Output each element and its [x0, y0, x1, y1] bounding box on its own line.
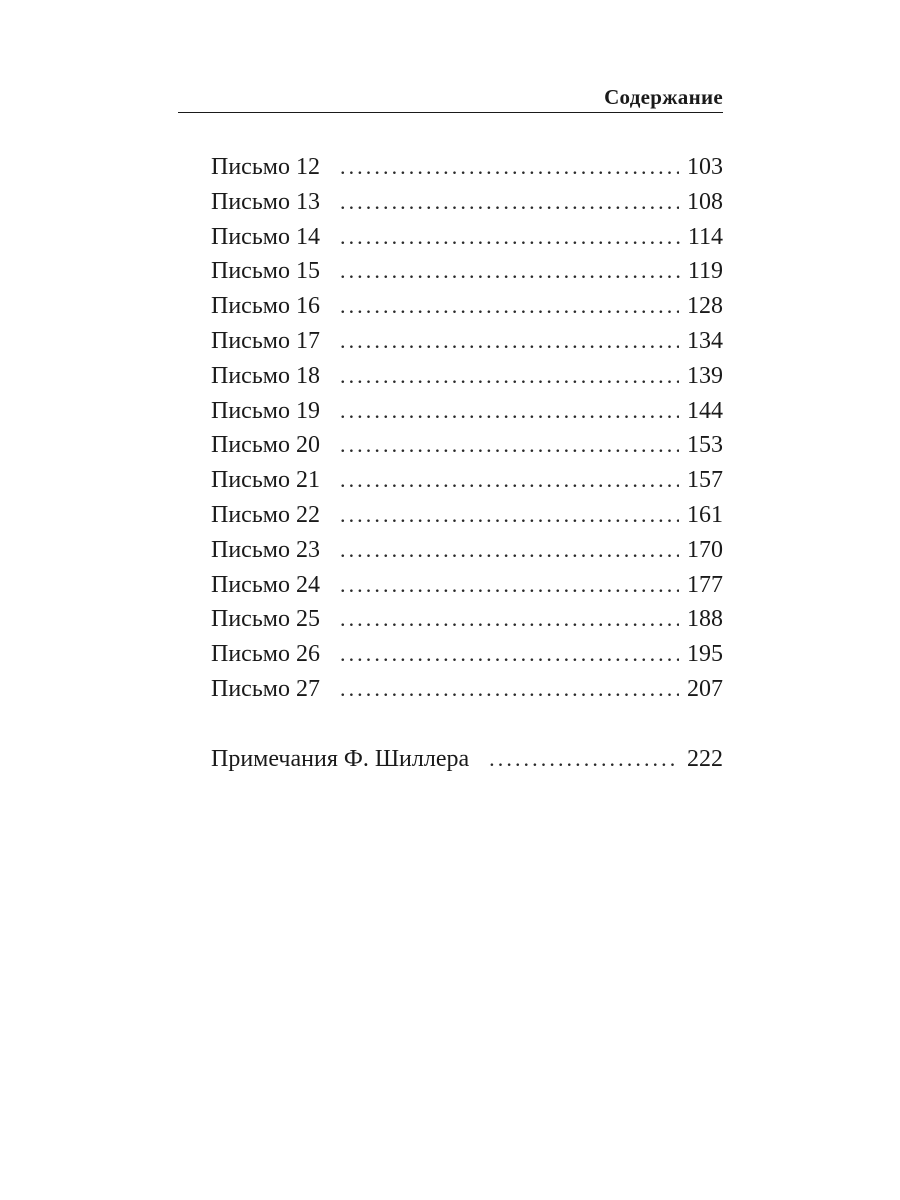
dot-leader — [340, 498, 679, 533]
toc-entry-label: Письмо 20 — [211, 432, 320, 459]
toc-entry[interactable] — [211, 220, 723, 255]
toc-entry-label: Письмо 22 — [211, 501, 320, 528]
toc-entry[interactable] — [211, 533, 723, 568]
toc-entry[interactable] — [211, 254, 723, 289]
toc-entry-page: 195 — [687, 641, 723, 668]
toc-entry[interactable] — [211, 672, 723, 707]
dot-leader — [340, 359, 679, 394]
toc-entry-page: 103 — [687, 154, 723, 180]
dot-leader — [340, 324, 679, 359]
toc-entry[interactable] — [211, 498, 723, 533]
running-head-title: Содержание — [604, 85, 723, 109]
toc-entry[interactable] — [211, 568, 723, 603]
toc-entry-page: 144 — [687, 397, 723, 424]
dot-leader — [340, 637, 679, 672]
toc-entry-label: Письмо 17 — [211, 327, 320, 354]
toc-entry-label: Письмо 13 — [211, 188, 320, 215]
toc-entry[interactable] — [211, 359, 723, 394]
toc-entry-page: 139 — [687, 362, 723, 389]
toc-entry-page: 188 — [687, 606, 723, 633]
toc-entry-page: 157 — [687, 467, 723, 494]
toc-entry-page: 177 — [687, 571, 723, 598]
dot-leader — [489, 742, 679, 777]
toc-entry-label: Письмо 19 — [211, 397, 320, 424]
toc-entry-page: 161 — [687, 501, 723, 528]
dot-leader — [340, 289, 679, 324]
toc-entry-page: 170 — [687, 536, 723, 563]
toc-entry-label: Письмо 27 — [211, 675, 320, 702]
toc-entry-label: Примечания Ф. Шиллера — [211, 746, 470, 772]
toc-entry-label: Письмо 18 — [211, 362, 320, 389]
table-of-contents — [211, 150, 723, 707]
toc-entry[interactable] — [211, 150, 723, 185]
toc-entry-page: 134 — [687, 327, 723, 354]
dot-leader — [340, 463, 679, 498]
toc-entry-page: 222 — [687, 746, 723, 772]
dot-leader — [340, 602, 679, 637]
dot-leader — [340, 568, 679, 603]
toc-entry-page: 114 — [687, 223, 723, 250]
toc-entry-label: Письмо 16 — [211, 293, 320, 320]
toc-entry-label: Письмо 21 — [211, 467, 320, 494]
toc-entry-page: 108 — [687, 188, 723, 215]
dot-leader — [340, 150, 679, 185]
toc-entry-label: Письмо 26 — [211, 641, 320, 668]
toc-entry-notes[interactable] — [211, 742, 723, 777]
toc-entry-label: Письмо 23 — [211, 536, 320, 563]
dot-leader — [340, 254, 680, 289]
dot-leader — [340, 672, 679, 707]
toc-entry-label: Письмо 15 — [211, 258, 320, 285]
dot-leader — [340, 428, 679, 463]
toc-entry[interactable] — [211, 394, 723, 429]
toc-entry[interactable] — [211, 463, 723, 498]
toc-entry-page: 119 — [687, 258, 723, 285]
toc-entry-page: 153 — [687, 432, 723, 459]
toc-entry[interactable] — [211, 324, 723, 359]
running-head — [178, 84, 723, 113]
dot-leader — [340, 533, 679, 568]
toc-entry[interactable] — [211, 637, 723, 672]
dot-leader — [340, 220, 680, 255]
toc-entry-label: Письмо 12 — [211, 154, 320, 180]
dot-leader — [340, 394, 679, 429]
toc-entry-label: Письмо 25 — [211, 606, 320, 633]
toc-entry-label: Письмо 14 — [211, 223, 320, 250]
toc-entry-label: Письмо 24 — [211, 571, 320, 598]
toc-entry[interactable] — [211, 289, 723, 324]
toc-entry[interactable] — [211, 428, 723, 463]
table-of-contents-notes — [211, 742, 723, 777]
toc-entry-page: 207 — [687, 675, 723, 702]
toc-entry[interactable] — [211, 185, 723, 220]
toc-entry[interactable] — [211, 602, 723, 637]
dot-leader — [340, 185, 679, 220]
toc-entry-page: 128 — [687, 293, 723, 320]
